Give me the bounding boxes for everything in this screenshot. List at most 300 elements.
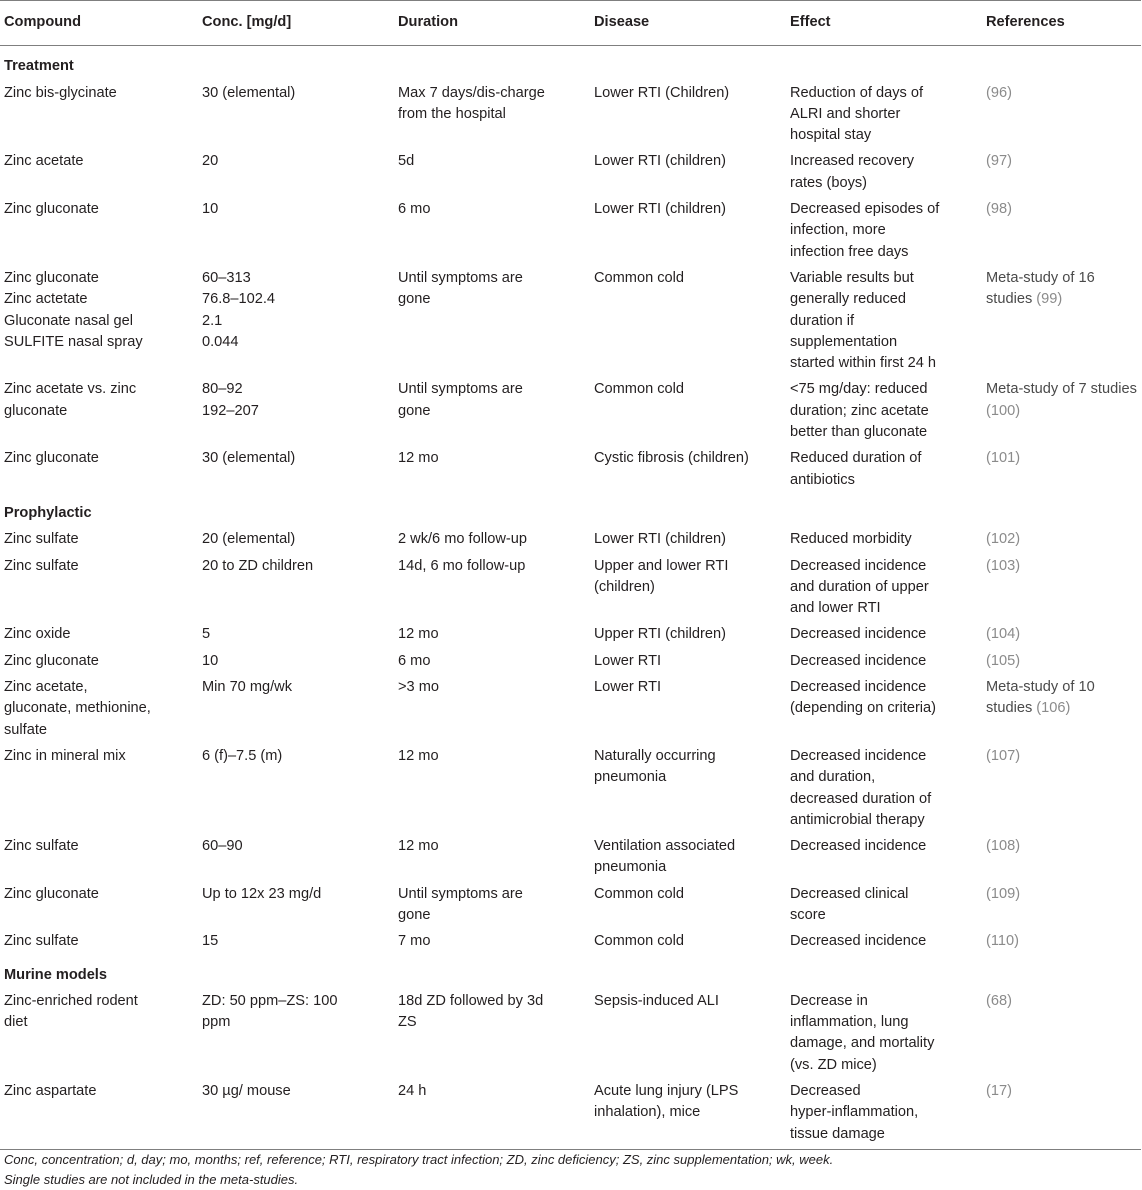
cell-effect-line: started within first 24 h xyxy=(790,355,937,372)
cell-compound-line: Gluconate nasal gel xyxy=(4,312,133,329)
cell-concentration xyxy=(198,988,394,1078)
cell-compound-line: Zinc-enriched rodent xyxy=(4,992,138,1009)
cell-compound-line: Zinc gluconate xyxy=(4,652,99,669)
cell-compound-line: Zinc actetate xyxy=(4,291,88,308)
cell-disease xyxy=(590,553,786,622)
cell-effect-line: antibiotics xyxy=(790,471,855,488)
cell-disease-line: Common cold xyxy=(594,885,685,902)
reference-citation xyxy=(986,529,1137,550)
reference-paren-open: ( xyxy=(986,652,991,669)
cell-compound xyxy=(0,526,198,552)
cell-duration xyxy=(394,1078,590,1149)
cell-disease xyxy=(590,196,786,265)
cell-effect xyxy=(786,265,982,376)
table-row xyxy=(0,80,1141,149)
cell-compound-line: Zinc acetate vs. zinc xyxy=(4,381,137,398)
cell-compound xyxy=(0,743,198,833)
cell-compound-line: Zinc oxide xyxy=(4,626,71,643)
reference-paren-close: ) xyxy=(1007,153,1012,170)
cell-compound xyxy=(0,80,198,149)
cell-duration xyxy=(394,148,590,196)
cell-concentration-line: ppm xyxy=(202,1014,231,1031)
cell-duration-line: 2 wk/6 mo follow-up xyxy=(398,531,527,548)
table-row xyxy=(0,674,1141,743)
cell-compound-line: Zinc bis-glycinate xyxy=(4,84,117,101)
cell-compound xyxy=(0,148,198,196)
reference-citation xyxy=(986,651,1137,672)
table-row xyxy=(0,1078,1141,1149)
cell-disease-line: Common cold xyxy=(594,269,685,286)
reference-citation xyxy=(986,83,1137,104)
cell-references xyxy=(982,553,1141,622)
cell-effect-line: decreased duration of xyxy=(790,790,932,807)
cell-concentration xyxy=(198,621,394,647)
cell-concentration xyxy=(198,743,394,833)
cell-duration xyxy=(394,743,590,833)
cell-duration-line: 7 mo xyxy=(398,933,431,950)
cell-compound xyxy=(0,928,198,954)
cell-disease xyxy=(590,833,786,881)
cell-compound-line: gluconate, methionine, xyxy=(4,700,151,717)
reference-citation xyxy=(986,698,1137,719)
reference-paren-close: ) xyxy=(1015,652,1021,669)
cell-effect-line: <75 mg/day: reduced xyxy=(790,381,928,398)
table-row xyxy=(0,928,1141,954)
cell-duration-line: 12 mo xyxy=(398,450,439,467)
cell-concentration xyxy=(198,928,394,954)
cell-effect xyxy=(786,445,982,493)
cell-concentration-line: 60–313 xyxy=(202,269,251,286)
reference-link[interactable]: 102 xyxy=(990,531,1016,548)
cell-duration-line: 12 mo xyxy=(398,838,439,855)
cell-compound-line: diet xyxy=(4,1014,28,1031)
cell-disease-line: Upper and lower RTI xyxy=(594,557,729,574)
cell-effect xyxy=(786,988,982,1078)
cell-effect-line: Variable results but xyxy=(790,269,914,286)
section-row xyxy=(0,493,1141,526)
cell-duration xyxy=(394,526,590,552)
cell-references xyxy=(982,881,1141,929)
reference-citation xyxy=(986,1081,1137,1102)
cell-concentration xyxy=(198,445,394,493)
cell-duration-line: 5d xyxy=(398,153,415,170)
reference-link[interactable]: 97 xyxy=(990,153,1008,170)
cell-duration xyxy=(394,648,590,674)
reference-paren-close: ) xyxy=(1015,626,1021,643)
cell-compound xyxy=(0,881,198,929)
cell-compound xyxy=(0,674,198,743)
cell-effect-line: rates (boys) xyxy=(790,174,868,191)
cell-duration xyxy=(394,621,590,647)
reference-paren-open: ( xyxy=(986,1083,991,1100)
cell-disease-line: pneumonia xyxy=(594,859,667,876)
section-row xyxy=(0,955,1141,988)
cell-duration-line: Until symptoms are xyxy=(398,381,523,398)
cell-effect-line: tissue damage xyxy=(790,1125,885,1142)
table-body xyxy=(0,46,1141,1150)
reference-paren-open: ( xyxy=(986,402,991,419)
cell-compound-line: Zinc aspartate xyxy=(4,1083,97,1100)
cell-effect-line: ALRI and shorter xyxy=(790,105,901,122)
cell-concentration-line: 30 (elemental) xyxy=(202,450,296,467)
cell-effect xyxy=(786,196,982,265)
reference-paren-close: ) xyxy=(1007,992,1012,1009)
cell-duration xyxy=(394,553,590,622)
table-row xyxy=(0,833,1141,881)
reference-prefix: studies xyxy=(986,700,1037,717)
cell-effect xyxy=(786,881,982,929)
cell-concentration-line: 10 xyxy=(202,201,219,218)
cell-effect-line: better than gluconate xyxy=(790,424,928,441)
reference-paren-open: ( xyxy=(986,992,991,1009)
section-row xyxy=(0,46,1141,80)
cell-references xyxy=(982,988,1141,1078)
cell-concentration-line: Up to 12x 23 mg/d xyxy=(202,885,322,902)
cell-effect-line: infection, more xyxy=(790,222,886,239)
cell-disease xyxy=(590,526,786,552)
table-row xyxy=(0,743,1141,833)
cell-disease-line: (children) xyxy=(594,578,655,595)
reference-link[interactable]: 68 xyxy=(990,992,1008,1009)
cell-concentration xyxy=(198,80,394,149)
header-compound: Compound xyxy=(0,1,198,46)
reference-link[interactable]: 101 xyxy=(990,450,1016,467)
reference-citation xyxy=(986,448,1137,469)
cell-disease xyxy=(590,674,786,743)
cell-compound xyxy=(0,196,198,265)
cell-duration xyxy=(394,881,590,929)
cell-compound xyxy=(0,648,198,674)
cell-duration xyxy=(394,674,590,743)
reference-paren-open: ( xyxy=(986,626,991,643)
reference-text: Meta-study of 16 xyxy=(986,269,1095,286)
cell-effect-line: score xyxy=(790,906,826,923)
cell-duration-line: gone xyxy=(398,291,431,308)
cell-compound xyxy=(0,265,198,376)
cell-compound-line: Zinc acetate xyxy=(4,153,84,170)
reference-link[interactable]: 99 xyxy=(1041,291,1058,308)
reference-link[interactable]: 105 xyxy=(990,652,1016,669)
cell-duration-line: 6 mo xyxy=(398,201,431,218)
cell-effect xyxy=(786,743,982,833)
cell-concentration-line: 10 xyxy=(202,652,219,669)
cell-effect-line: Decreased incidence xyxy=(790,626,927,643)
reference-paren-close: ) xyxy=(1057,291,1063,308)
reference-citation xyxy=(986,199,1137,220)
cell-disease-line: Ventilation associated xyxy=(594,838,736,855)
cell-concentration-line: 30 (elemental) xyxy=(202,84,296,101)
cell-compound-line: Zinc gluconate xyxy=(4,885,99,902)
cell-effect-line: Decreased incidence xyxy=(790,679,927,696)
cell-concentration-line: ZD: 50 ppm–ZS: 100 xyxy=(202,992,338,1009)
cell-duration-line: 24 h xyxy=(398,1083,427,1100)
cell-effect xyxy=(786,80,982,149)
cell-effect-line: Decrease in xyxy=(790,992,868,1009)
cell-duration-line: 6 mo xyxy=(398,652,431,669)
cell-disease-line: Upper RTI (children) xyxy=(594,626,726,643)
table-row xyxy=(0,648,1141,674)
reference-link[interactable]: 98 xyxy=(990,201,1008,218)
cell-disease-line: Lower RTI (children) xyxy=(594,153,726,170)
section-title: Treatment xyxy=(4,58,74,75)
cell-disease-line: Acute lung injury (LPS xyxy=(594,1083,739,1100)
reference-citation xyxy=(986,746,1137,767)
cell-effect-line: (vs. ZD mice) xyxy=(790,1056,877,1073)
cell-disease-line: Lower RTI (children) xyxy=(594,201,726,218)
cell-effect-line: Reduction of days of xyxy=(790,84,924,101)
reference-paren-close: ) xyxy=(1015,531,1021,548)
cell-effect-line: hyper-inflammation, xyxy=(790,1104,919,1121)
cell-references xyxy=(982,928,1141,954)
header-disease: Disease xyxy=(590,1,786,46)
cell-effect xyxy=(786,553,982,622)
cell-effect-line: inflammation, lung xyxy=(790,1014,909,1031)
cell-disease xyxy=(590,445,786,493)
cell-concentration xyxy=(198,196,394,265)
cell-effect-line: Decreased incidence xyxy=(790,838,927,855)
cell-effect xyxy=(786,833,982,881)
cell-concentration-line: Min 70 mg/wk xyxy=(202,679,293,696)
header-duration: Duration xyxy=(394,1,590,46)
reference-citation xyxy=(986,624,1137,645)
reference-paren-close: ) xyxy=(1014,933,1020,950)
cell-references xyxy=(982,648,1141,674)
cell-effect xyxy=(786,526,982,552)
cell-effect-line: and duration of upper xyxy=(790,578,929,595)
cell-duration-line: 12 mo xyxy=(398,626,439,643)
reference-link[interactable]: 96 xyxy=(990,84,1008,101)
cell-effect-line: Decreased incidence xyxy=(790,933,927,950)
cell-references xyxy=(982,1078,1141,1149)
reference-paren-open: ( xyxy=(986,153,991,170)
section-title: Prophylactic xyxy=(4,504,92,521)
cell-disease xyxy=(590,148,786,196)
cell-concentration-line: 60–90 xyxy=(202,838,243,855)
cell-references xyxy=(982,445,1141,493)
reference-link[interactable]: 108 xyxy=(990,838,1016,855)
cell-duration xyxy=(394,80,590,149)
cell-references xyxy=(982,148,1141,196)
reference-paren-close: ) xyxy=(1007,84,1012,101)
table-row xyxy=(0,376,1141,445)
cell-compound-line: Zinc in mineral mix xyxy=(4,747,126,764)
reference-paren-close: ) xyxy=(1015,450,1021,467)
cell-duration xyxy=(394,376,590,445)
cell-disease xyxy=(590,621,786,647)
header-effect: Effect xyxy=(786,1,982,46)
cell-effect-line: antimicrobial therapy xyxy=(790,811,925,828)
cell-concentration-line: 6 (f)–7.5 (m) xyxy=(202,747,283,764)
cell-effect-line: supplementation xyxy=(790,333,898,350)
cell-compound xyxy=(0,376,198,445)
cell-disease-line: inhalation), mice xyxy=(594,1104,701,1121)
cell-compound xyxy=(0,553,198,622)
reference-paren-open: ( xyxy=(986,933,991,950)
cell-disease-line: Naturally occurring xyxy=(594,747,716,764)
cell-effect-line: and lower RTI xyxy=(790,600,881,617)
cell-compound-line: Zinc gluconate xyxy=(4,201,99,218)
table-row xyxy=(0,621,1141,647)
cell-duration-line: from the hospital xyxy=(398,105,506,122)
cell-concentration-line: 15 xyxy=(202,933,219,950)
cell-compound-line: Zinc sulfate xyxy=(4,838,79,855)
table-row xyxy=(0,526,1141,552)
cell-concentration-line: 80–92 xyxy=(202,381,243,398)
cell-disease-line: Common cold xyxy=(594,381,685,398)
cell-concentration-line: 76.8–102.4 xyxy=(202,291,276,308)
cell-concentration xyxy=(198,674,394,743)
cell-duration-line: gone xyxy=(398,906,431,923)
reference-paren-open: ( xyxy=(986,450,991,467)
cell-disease-line: Lower RTI (children) xyxy=(594,531,726,548)
cell-concentration-line: 2.1 xyxy=(202,312,223,329)
cell-disease-line: pneumonia xyxy=(594,769,667,786)
cell-effect-line: Reduced duration of xyxy=(790,450,922,467)
cell-duration-line: Until symptoms are xyxy=(398,885,523,902)
cell-disease xyxy=(590,80,786,149)
cell-concentration-line: 0.044 xyxy=(202,333,239,350)
cell-effect-line: Increased recovery xyxy=(790,153,915,170)
footnote-abbreviations: Conc, concentration; d, day; mo, months; ref, reference; RTI, respiratory tract infection; ZD, zinc deficiency; ZS, zinc supplementation; wk, week. xyxy=(4,1152,834,1167)
reference-paren-open: ( xyxy=(986,84,991,101)
cell-effect-line: Decreased episodes of xyxy=(790,201,940,218)
cell-compound-line: Zinc acetate, xyxy=(4,679,88,696)
reference-paren-close: ) xyxy=(1007,201,1012,218)
cell-duration xyxy=(394,196,590,265)
table-header xyxy=(0,1,1141,46)
cell-compound xyxy=(0,988,198,1078)
cell-duration-line: Until symptoms are xyxy=(398,269,523,286)
cell-duration-line: gone xyxy=(398,402,431,419)
reference-paren-open: ( xyxy=(986,885,991,902)
reference-link[interactable]: 17 xyxy=(990,1083,1008,1100)
cell-disease xyxy=(590,648,786,674)
cell-disease-line: Common cold xyxy=(594,933,685,950)
header-references: References xyxy=(982,1,1141,46)
reference-link[interactable]: 106 xyxy=(1041,700,1066,717)
reference-paren-open: ( xyxy=(986,838,991,855)
cell-concentration-line: 30 µg/ mouse xyxy=(202,1083,291,1100)
cell-concentration xyxy=(198,526,394,552)
cell-disease xyxy=(590,376,786,445)
cell-effect-line: infection free days xyxy=(790,243,909,260)
reference-paren-close: ) xyxy=(1015,885,1021,902)
cell-duration xyxy=(394,445,590,493)
cell-compound-line: Zinc sulfate xyxy=(4,557,79,574)
cell-effect-line: Decreased xyxy=(790,1083,861,1100)
cell-effect xyxy=(786,1078,982,1149)
reference-link[interactable]: 103 xyxy=(990,557,1016,574)
cell-duration-line: 12 mo xyxy=(398,747,439,764)
cell-compound xyxy=(0,1078,198,1149)
reference-paren-close: ) xyxy=(1015,838,1021,855)
table-row xyxy=(0,148,1141,196)
reference-paren-open: ( xyxy=(986,747,991,764)
cell-effect-line: damage, and mortality xyxy=(790,1035,935,1052)
cell-effect xyxy=(786,376,982,445)
cell-compound-line: Zinc gluconate xyxy=(4,269,99,286)
cell-disease-line: Cystic fibrosis (children) xyxy=(594,450,749,467)
cell-duration-line: Max 7 days/dis-charge xyxy=(398,84,545,101)
cell-references xyxy=(982,526,1141,552)
reference-citation xyxy=(986,836,1137,857)
cell-disease xyxy=(590,743,786,833)
cell-compound xyxy=(0,833,198,881)
reference-paren-close: ) xyxy=(1065,700,1071,717)
cell-concentration-line: 5 xyxy=(202,626,211,643)
reference-link[interactable]: 104 xyxy=(990,626,1016,643)
table-row xyxy=(0,988,1141,1078)
reference-citation xyxy=(986,884,1137,905)
cell-references xyxy=(982,376,1141,445)
reference-link[interactable]: 100 xyxy=(990,402,1016,419)
cell-compound-line: Zinc sulfate xyxy=(4,933,79,950)
reference-citation xyxy=(986,401,1137,422)
cell-effect xyxy=(786,648,982,674)
cell-references xyxy=(982,833,1141,881)
reference-paren-open: ( xyxy=(986,201,991,218)
reference-text: Meta-study of 10 xyxy=(986,679,1095,696)
cell-duration xyxy=(394,988,590,1078)
reference-link[interactable]: 109 xyxy=(990,885,1016,902)
cell-compound-line: Zinc sulfate xyxy=(4,531,79,548)
cell-duration-line: 18d ZD followed by 3d xyxy=(398,992,544,1009)
cell-compound-line: sulfate xyxy=(4,721,47,738)
table-footnotes xyxy=(4,1150,833,1189)
reference-paren-close: ) xyxy=(1015,557,1021,574)
cell-concentration-line: 192–207 xyxy=(202,402,259,419)
table-row xyxy=(0,196,1141,265)
cell-effect xyxy=(786,674,982,743)
cell-references xyxy=(982,196,1141,265)
cell-effect-line: hospital stay xyxy=(790,127,872,144)
reference-paren-open: ( xyxy=(986,557,991,574)
cell-concentration xyxy=(198,648,394,674)
cell-disease xyxy=(590,265,786,376)
cell-references xyxy=(982,80,1141,149)
section-title: Murine models xyxy=(4,966,107,983)
cell-concentration xyxy=(198,148,394,196)
table-row xyxy=(0,553,1141,622)
cell-references xyxy=(982,674,1141,743)
reference-link[interactable]: 110 xyxy=(990,933,1015,950)
cell-concentration-line: 20 xyxy=(202,153,219,170)
reference-text: Meta-study of 7 studies xyxy=(986,381,1137,398)
cell-references xyxy=(982,743,1141,833)
reference-paren-close: ) xyxy=(1007,1083,1012,1100)
cell-duration xyxy=(394,265,590,376)
cell-effect-line: duration; zinc acetate xyxy=(790,402,929,419)
cell-compound xyxy=(0,445,198,493)
table-row xyxy=(0,445,1141,493)
cell-effect-line: Decreased clinical xyxy=(790,885,909,902)
table-row xyxy=(0,881,1141,929)
cell-effect xyxy=(786,928,982,954)
cell-disease-line: Lower RTI xyxy=(594,652,662,669)
cell-effect-line: duration if xyxy=(790,312,855,329)
cell-references xyxy=(982,265,1141,376)
cell-disease-line: Lower RTI (Children) xyxy=(594,84,730,101)
cell-concentration-line: 20 (elemental) xyxy=(202,531,296,548)
reference-prefix: studies xyxy=(986,291,1037,308)
cell-references xyxy=(982,621,1141,647)
reference-link[interactable]: 107 xyxy=(990,747,1016,764)
cell-disease-line: Sepsis-induced ALI xyxy=(594,992,719,1009)
cell-duration xyxy=(394,928,590,954)
reference-citation xyxy=(986,931,1137,952)
reference-paren-close: ) xyxy=(1015,747,1021,764)
cell-effect-line: generally reduced xyxy=(790,291,907,308)
